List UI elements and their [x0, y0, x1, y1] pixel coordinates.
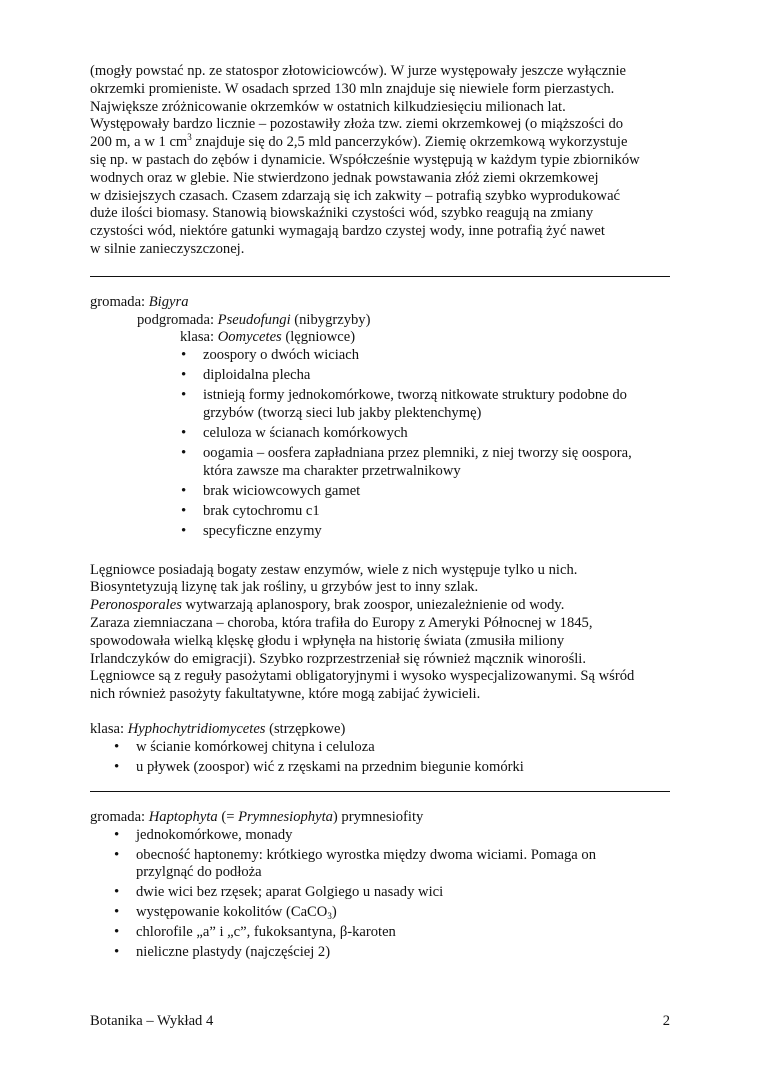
- list-item: [181, 347, 673, 365]
- list-item-text: zoospory o dwóch wiciach: [203, 347, 360, 364]
- label: (strzępkowe): [265, 721, 346, 737]
- bullet-icon: •: [114, 846, 120, 863]
- intro-line: w silnie zanieczyszczonej.: [90, 240, 245, 257]
- label: gromada:: [90, 808, 149, 825]
- page-number: 2: [662, 1013, 670, 1029]
- paragraph-text: wytwarzają aplanospory, brak zoospor, uniezależnienie od wody.: [181, 597, 565, 614]
- taxon-name: Pseudofungi: [217, 311, 291, 328]
- intro-line: [90, 134, 680, 152]
- label: (=: [217, 808, 239, 825]
- intro-text: 200 m, a w 1 cm: [90, 134, 188, 151]
- document-page: [90, 63, 680, 964]
- bullet-icon: •: [114, 944, 120, 961]
- paragraph-line: nich również pasożyty fakultatywne, które mogą zabijać żywicieli.: [90, 686, 481, 703]
- list-item: [114, 884, 676, 902]
- bullet-icon: •: [114, 826, 120, 843]
- bullet-icon: •: [114, 738, 120, 755]
- paragraph-line: Lęgniowce są z reguły pasożytami obligatoryjnymi i wysoko wyspecjalizowanymi. Są wśród: [90, 668, 635, 685]
- hypho-feature-list: [114, 738, 676, 777]
- intro-line: Występowały bardzo licznie – pozostawiły złoża tzw. ziemi okrzemkowej (o miąższości do: [90, 116, 624, 133]
- list-item-text: oogamia – oosfera zapładniana przez plemniki, z niej tworzy się oospora,: [203, 444, 632, 461]
- list-item-text: dwie wici bez rzęsek; aparat Golgiego u nasady wici: [136, 884, 444, 901]
- gromada-heading: [90, 809, 680, 827]
- list-item-text: u pływek (zoospor) wić z rzęskami na przednim biegunie komórki: [136, 758, 524, 775]
- list-item-text: obecność haptonemy: krótkiego wyrostka między dwoma wiciami. Pomaga on: [136, 846, 597, 863]
- taxon-name: Bigyra: [148, 293, 189, 310]
- paragraph-line: spowodowała wielką klęskę głodu i wpłynęła na historię świata (zmusiła miliony: [90, 632, 565, 649]
- intro-line: się np. w pastach do zębów i dynamicie. Współcześnie występują w każdym typie zbiorników: [90, 151, 640, 168]
- paragraph-line: [90, 597, 680, 615]
- klasa-heading: [180, 329, 680, 347]
- list-item-text: istnieją formy jednokomórkowe, tworzą nitkowate struktury podobne do: [203, 387, 627, 404]
- list-item: [114, 846, 676, 883]
- list-item-text: celuloza w ścianach komórkowych: [203, 424, 408, 441]
- list-item-text: chlorofile „a” i „c”, fukoksantyna, β-karoten: [136, 924, 396, 941]
- bullet-icon: •: [181, 347, 187, 364]
- list-item: [181, 424, 673, 443]
- list-item-text: jednokomórkowe, monady: [136, 826, 293, 843]
- haptophyta-feature-list: [114, 826, 676, 963]
- bullet-icon: •: [181, 367, 187, 384]
- paragraph-line: Zaraza ziemniaczana – choroba, która trafiła do Europy z Ameryki Północnej w 1845,: [90, 615, 593, 632]
- intro-line: duże ilości biomasy. Stanowią biowskaźniki czystości wód, szybko reagują na zmiany: [90, 205, 594, 222]
- bullet-icon: •: [181, 482, 187, 499]
- list-item: [181, 522, 673, 541]
- intro-line: w dzisiejszych czasach. Czasem zdarzają się ich zakwity – potrafią szybko wyprodukować: [90, 187, 621, 204]
- legniowce-paragraph: [90, 562, 680, 704]
- list-item: [181, 444, 673, 481]
- label: klasa:: [180, 329, 218, 346]
- intro-line: Największe zróżnicowanie okrzemków w ostatnich kilkudziesięciu milionach lat.: [90, 98, 566, 115]
- intro-line: okrzemki promieniste. W osadach sprzed 130 mln znajduje się niewiele form pierzastych.: [90, 80, 615, 97]
- list-item: [114, 826, 676, 845]
- bullet-icon: •: [114, 924, 120, 941]
- paragraph-line: Irlandczyków do emigracji). Szybko rozprzestrzeniał się również mącznik winorośli.: [90, 650, 587, 667]
- subscript: 3: [327, 911, 332, 922]
- list-item-text: grzybów (tworzą sieci lub jakby plektenchymę): [203, 404, 482, 421]
- list-item: [181, 387, 673, 423]
- list-item-text: specyficzne enzymy: [203, 522, 322, 539]
- list-item: [114, 904, 676, 922]
- intro-text: znajduje się do 2,5 mld pancerzyków). Ziemię okrzemkową wykorzystuje: [191, 134, 628, 151]
- intro-paragraph: [90, 63, 680, 259]
- label: podgromada:: [137, 311, 218, 328]
- label: ) prymnesiofity: [332, 808, 424, 825]
- label: gromada:: [90, 293, 149, 310]
- taxon-name: Prymnesiophyta: [238, 808, 333, 825]
- list-item: [114, 758, 676, 777]
- paragraph-line: Lęgniowce posiadają bogaty zestaw enzymów, wiele z nich występuje tylko u nich.: [90, 561, 578, 578]
- list-item-text: nieliczne plastydy (najczęściej 2): [136, 944, 331, 961]
- list-item-text: w ścianie komórkowej chityna i celuloza: [136, 738, 375, 755]
- label: klasa:: [90, 721, 128, 737]
- klasa-heading: [90, 721, 680, 739]
- footer-title: Botanika – Wykład 4: [90, 1013, 214, 1029]
- bullet-icon: •: [114, 904, 120, 921]
- oomycetes-feature-list: [181, 347, 673, 540]
- taxon-name: Hyphochytridiomycetes: [127, 721, 266, 737]
- label: (lęgniowce): [281, 329, 356, 346]
- list-item-text: która zawsze ma charakter przetrwalnikowy: [203, 462, 461, 479]
- list-item-text: diploidalna plecha: [203, 367, 311, 384]
- list-item: [114, 944, 676, 962]
- intro-line: wodnych oraz w glebie. Nie stwierdzono jednak powstawania złóż ziemi okrzemkowej: [90, 169, 599, 186]
- list-item-text: ): [331, 904, 337, 921]
- bullet-icon: •: [114, 884, 120, 901]
- taxon-name: Oomycetes: [217, 329, 282, 346]
- list-item-text: brak wiciowcowych gamet: [203, 482, 361, 499]
- list-item-text: brak cytochromu c1: [203, 502, 320, 519]
- list-item-text: występowanie kokolitów (CaCO: [136, 904, 328, 921]
- list-item: [181, 502, 673, 521]
- bullet-icon: •: [181, 444, 187, 461]
- bullet-icon: •: [181, 502, 187, 519]
- gromada-heading: [90, 294, 680, 312]
- bullet-icon: •: [181, 424, 187, 441]
- taxon-name: Peronosporales: [90, 597, 182, 614]
- list-item: [114, 924, 676, 942]
- superscript: 3: [187, 132, 192, 143]
- intro-line: (mogły powstać np. ze statospor złotowiciowców). W jurze występowały jeszcze wyłącznie: [90, 63, 627, 79]
- page-footer: [90, 1013, 670, 1031]
- bullet-icon: •: [181, 522, 187, 539]
- list-item: [114, 738, 676, 757]
- podgromada-heading: [137, 312, 680, 330]
- intro-line: czystości wód, niektóre gatunki wymagają bardzo czystej wody, inne potrafią żyć nawet: [90, 223, 605, 240]
- bullet-icon: •: [114, 758, 120, 775]
- label: (nibygrzyby): [290, 311, 371, 328]
- list-item-text: przylgnąć do podłoża: [136, 864, 262, 881]
- list-item: [181, 482, 673, 501]
- list-item: [181, 367, 673, 385]
- paragraph-line: Biosyntetyzują lizynę tak jak rośliny, u grzybów jest to inny szlak.: [90, 579, 479, 596]
- bullet-icon: •: [181, 387, 187, 404]
- taxon-name: Haptophyta: [148, 808, 218, 825]
